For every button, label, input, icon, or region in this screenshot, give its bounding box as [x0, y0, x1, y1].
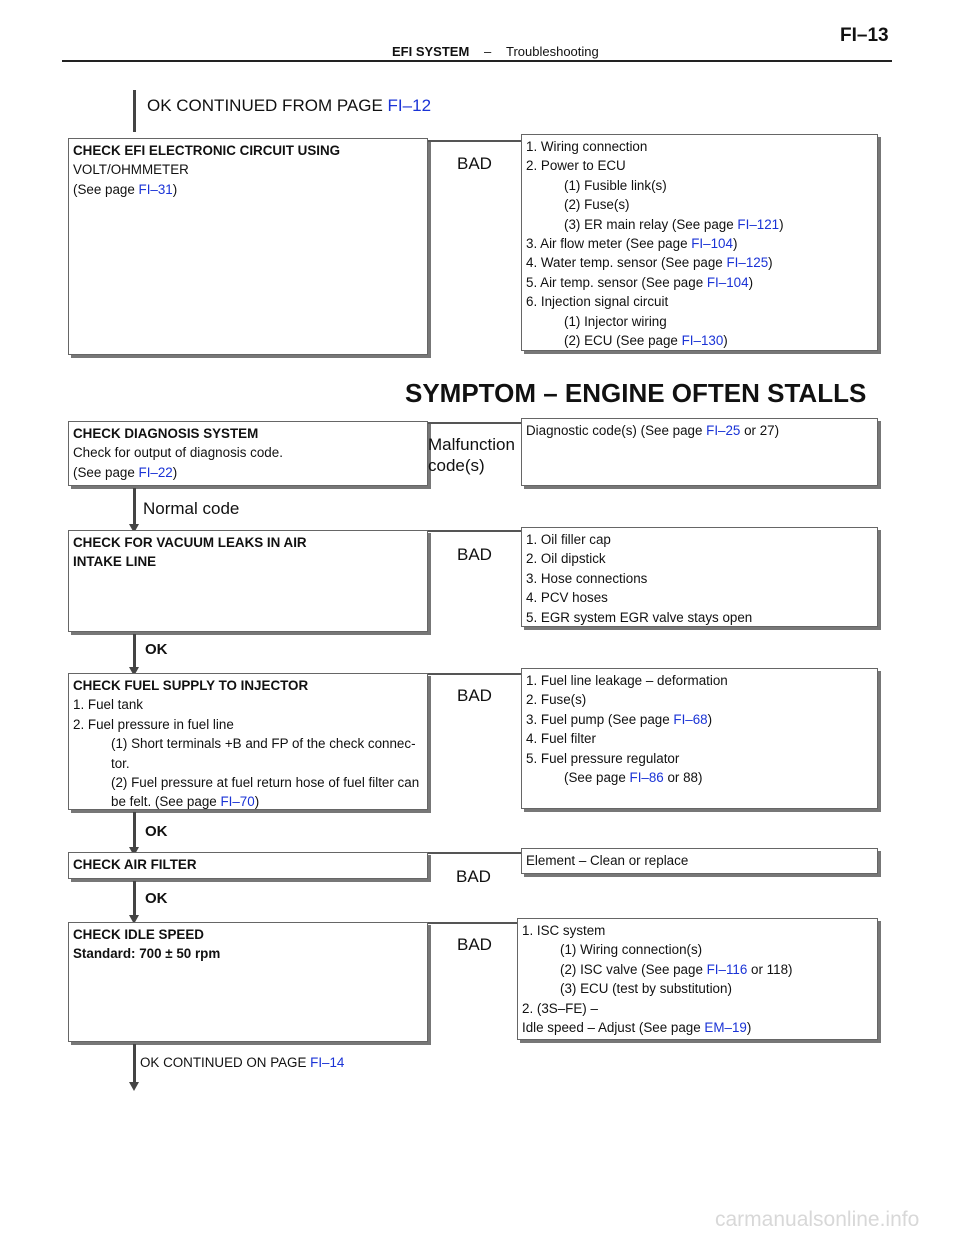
- check-step-line: [73, 754, 423, 773]
- result-line: [526, 671, 873, 690]
- result-text: 1. ISC system: [522, 923, 606, 938]
- normal-code-label: Normal code: [143, 499, 240, 518]
- result-text: ): [768, 255, 773, 271]
- page-reference-link[interactable]: EM–19: [704, 1020, 747, 1036]
- result-text: (2) ISC valve (See page: [560, 961, 707, 977]
- connector-diagnosis: [428, 422, 522, 424]
- result-line: [526, 292, 873, 311]
- result-text: 3. Air flow meter (See page: [526, 236, 692, 252]
- page-reference-link[interactable]: FI–116: [706, 961, 748, 977]
- header-subsection: Troubleshooting: [506, 44, 599, 59]
- result-line: [526, 749, 873, 768]
- result-box-fuel: [521, 668, 878, 809]
- check-step-line: [73, 792, 423, 810]
- flow-line-ok-2: [133, 812, 136, 849]
- result-line: [526, 530, 873, 549]
- result-text: 3. Fuel pump (See page: [526, 711, 674, 727]
- check-step-text: ): [172, 181, 178, 197]
- step-box-efi-circuit: [68, 138, 428, 355]
- result-line: [522, 921, 873, 940]
- watermark: carmanualsonline.info: [715, 1208, 920, 1231]
- result-box-air-filter: [521, 848, 878, 874]
- page-reference-link[interactable]: FI–104: [691, 236, 733, 252]
- flow-line-ok-3: [133, 881, 136, 917]
- check-step-text: INTAKE LINE: [73, 554, 157, 570]
- bad-label-efi-circuit: BAD: [457, 154, 492, 173]
- result-text: Diagnostic code(s) (See page: [526, 423, 707, 438]
- result-text: or 118): [747, 961, 793, 977]
- result-text: (3) ER main relay (See page: [564, 216, 738, 232]
- result-text: Element – Clean or replace: [526, 853, 689, 868]
- result-text: 2. (3S–FE) –: [522, 1000, 598, 1016]
- result-box-vacuum: [521, 527, 878, 627]
- result-line: [526, 312, 873, 331]
- check-step-line: [73, 180, 423, 199]
- header-rule: [62, 60, 892, 62]
- result-line: [526, 253, 873, 272]
- page-reference-link[interactable]: FI–130: [681, 333, 724, 349]
- result-line: [522, 940, 873, 959]
- result-line: [526, 569, 873, 588]
- result-line: [526, 156, 873, 175]
- result-text: (2) ECU (See page: [564, 333, 682, 349]
- check-step-text: Check for output of diagnosis code.: [73, 445, 283, 461]
- step-box-idle: [68, 922, 428, 1042]
- result-line: [526, 234, 873, 253]
- step-box-air-filter: [68, 852, 428, 879]
- header-section: EFI SYSTEM: [392, 44, 470, 59]
- result-text: ): [746, 1020, 752, 1036]
- check-step-text: (See page: [73, 181, 139, 197]
- check-step-line: [73, 925, 423, 944]
- result-line: [526, 195, 873, 214]
- ok-label-3: OK: [145, 890, 168, 907]
- check-step-line: [73, 552, 423, 571]
- check-step-text: ): [254, 794, 260, 810]
- check-step-text: 1. Fuel tank: [73, 697, 143, 713]
- result-line: [526, 176, 873, 195]
- result-line: [526, 273, 873, 292]
- result-text: 5. EGR system EGR valve stays open: [526, 609, 753, 625]
- step-box-fuel: [68, 673, 428, 810]
- check-step-line: [73, 695, 423, 714]
- symptom-title: SYMPTOM – ENGINE OFTEN STALLS: [405, 378, 867, 408]
- check-step-line: [73, 443, 423, 462]
- result-line: [522, 1018, 873, 1037]
- continued-from: OK CONTINUED FROM PAGE FI–12: [147, 96, 432, 115]
- result-text: or 88): [663, 770, 703, 786]
- result-line: [526, 608, 873, 627]
- check-step-text: be felt. (See page: [111, 794, 221, 810]
- result-text: 5. Air temp. sensor (See page: [526, 274, 707, 290]
- flow-line-ok-1: [133, 634, 136, 669]
- result-line: [526, 729, 873, 748]
- result-line: [526, 215, 873, 234]
- result-text: (2) Fuse(s): [564, 197, 630, 213]
- check-step-text: CHECK FOR VACUUM LEAKS IN AIR: [73, 535, 307, 550]
- check-step-text: (2) Fuel pressure at fuel return hose of fuel filter can: [111, 775, 420, 791]
- result-line: [526, 421, 873, 440]
- step-box-diagnosis: [68, 421, 428, 486]
- result-line: [526, 137, 873, 156]
- check-step-line: [73, 676, 423, 695]
- malfunction-label: Malfunction code(s): [428, 435, 515, 475]
- result-text: (1) Fusible link(s): [564, 177, 667, 193]
- result-text: 4. PCV hoses: [526, 590, 608, 606]
- ok-label-1: OK: [145, 641, 168, 658]
- check-step-text: Standard: 700 ± 50 rpm: [73, 946, 221, 962]
- result-text: 2. Fuse(s): [526, 692, 587, 708]
- result-text: (See page: [564, 770, 630, 786]
- check-step-line: [73, 715, 423, 734]
- page-reference-link[interactable]: FI–22: [138, 464, 173, 480]
- result-text: or 27): [740, 423, 780, 438]
- result-line: [522, 979, 873, 998]
- result-line: [526, 851, 873, 870]
- result-text: Idle speed – Adjust (See page: [522, 1020, 705, 1036]
- result-text: ): [723, 333, 728, 349]
- bad-label-fuel: BAD: [457, 686, 492, 705]
- page-reference-link[interactable]: FI–104: [706, 274, 749, 290]
- connector-air-filter: [428, 852, 522, 854]
- bad-label-idle: BAD: [457, 935, 492, 954]
- check-step-text: 2. Fuel pressure in fuel line: [73, 716, 234, 732]
- header-dash: –: [484, 44, 492, 59]
- step-box-vacuum: [68, 530, 428, 632]
- flow-line-normal: [133, 488, 136, 526]
- result-text: ): [748, 274, 754, 290]
- result-box-idle: [517, 918, 878, 1040]
- connector-idle: [428, 922, 522, 924]
- result-text: 4. Water temp. sensor (See page: [526, 255, 727, 271]
- result-text: ): [707, 711, 713, 727]
- result-line: [526, 549, 873, 568]
- result-text: (3) ECU (test by substitution): [560, 981, 732, 997]
- result-text: (1) Injector wiring: [564, 313, 667, 329]
- check-step-line: [73, 424, 423, 443]
- bad-label-air-filter: BAD: [456, 867, 491, 886]
- result-text: 1. Fuel line leakage – deformation: [526, 673, 728, 688]
- result-line: [526, 331, 873, 350]
- continued-on: OK CONTINUED ON PAGE FI–14: [140, 1055, 345, 1070]
- result-box-diagnosis: [521, 418, 878, 486]
- page-reference-link[interactable]: FI–70: [220, 794, 255, 810]
- result-text: (1) Wiring connection(s): [560, 942, 703, 958]
- page-reference-link[interactable]: FI–86: [629, 770, 664, 786]
- check-step-text: CHECK DIAGNOSIS SYSTEM: [73, 426, 259, 441]
- check-step-text: (1) Short terminals +B and FP of the check connec-: [111, 736, 416, 752]
- continued-on-link[interactable]: FI–14: [310, 1055, 345, 1070]
- check-step-line: [73, 855, 423, 874]
- result-text: 4. Fuel filter: [526, 731, 596, 747]
- connector-vacuum: [428, 530, 522, 532]
- connector-fuel: [428, 673, 522, 675]
- check-step-text: VOLT/OHMMETER: [73, 162, 189, 178]
- result-line: [526, 768, 873, 787]
- page-reference-link[interactable]: FI–25: [706, 423, 741, 438]
- check-step-line: [73, 533, 423, 552]
- check-step-line: [73, 463, 423, 482]
- result-text: 3. Hose connections: [526, 570, 648, 586]
- result-text: 6. Injection signal circuit: [526, 294, 669, 310]
- check-step-text: ): [172, 464, 178, 480]
- flow-line-bottom: [133, 1044, 136, 1084]
- result-line: [526, 588, 873, 607]
- check-step-text: CHECK AIR FILTER: [73, 857, 197, 872]
- result-box-efi-circuit: [521, 134, 878, 351]
- page-reference-link[interactable]: FI–121: [737, 216, 780, 232]
- result-text: 1. Oil filler cap: [526, 532, 611, 547]
- result-text: 2. Power to ECU: [526, 158, 626, 174]
- connector-efi-circuit: [428, 140, 522, 142]
- result-text: 1. Wiring connection: [526, 139, 648, 154]
- check-step-text: (See page: [73, 464, 139, 480]
- check-step-text: tor.: [111, 755, 130, 771]
- page-reference-link[interactable]: FI–31: [138, 181, 173, 197]
- flow-line-top: [133, 90, 136, 132]
- check-step-line: [73, 160, 423, 179]
- check-step-line: [73, 773, 423, 792]
- page-reference-link[interactable]: FI–68: [673, 711, 708, 727]
- bad-label-vacuum: BAD: [457, 545, 492, 564]
- check-step-text: CHECK IDLE SPEED: [73, 927, 204, 942]
- check-step-line: [73, 141, 423, 160]
- arrow-bottom: [129, 1082, 139, 1091]
- result-line: [526, 710, 873, 729]
- result-line: [522, 999, 873, 1018]
- check-step-line: [73, 944, 423, 963]
- result-text: ): [779, 216, 784, 232]
- result-line: [526, 690, 873, 709]
- result-text: 5. Fuel pressure regulator: [526, 750, 680, 766]
- result-text: 2. Oil dipstick: [526, 551, 606, 567]
- continued-from-link[interactable]: FI–12: [387, 96, 432, 115]
- check-step-line: [73, 734, 423, 753]
- page-reference-link[interactable]: FI–125: [726, 255, 769, 271]
- check-step-text: CHECK EFI ELECTRONIC CIRCUIT USING: [73, 143, 341, 158]
- page-number: FI–13: [840, 25, 889, 46]
- check-step-text: CHECK FUEL SUPPLY TO INJECTOR: [73, 678, 309, 693]
- ok-label-2: OK: [145, 823, 168, 840]
- result-line: [522, 960, 873, 979]
- result-text: ): [732, 236, 738, 252]
